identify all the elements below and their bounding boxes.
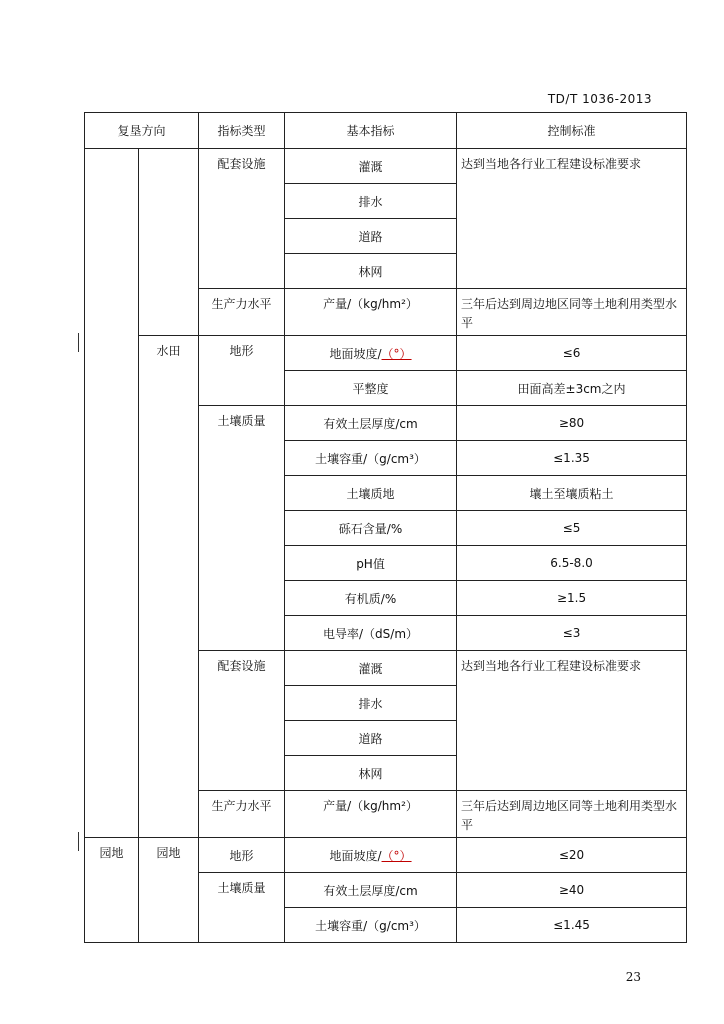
indicator-cell: 林网 — [285, 756, 457, 791]
indicator-cell: 灌溉 — [285, 651, 457, 686]
indicator-cell: 有效土层厚度/cm — [285, 406, 457, 441]
header-indicator-type: 指标类型 — [199, 113, 285, 149]
standard-cell: ≥40 — [457, 873, 687, 908]
revised-unit: （°） — [381, 346, 412, 361]
indicator-cell: 砾石含量/% — [285, 511, 457, 546]
indicator-cell: 排水 — [285, 184, 457, 219]
standard-cell: ≥80 — [457, 406, 687, 441]
standard-cell: ≤20 — [457, 838, 687, 873]
type-cell: 地形 — [199, 336, 285, 406]
standards-table — [84, 112, 687, 943]
type-cell: 土壤质量 — [199, 873, 285, 943]
indicator-cell: 土壤容重/（g/cm³） — [285, 441, 457, 476]
indicator-cell — [285, 336, 457, 371]
page-number: 23 — [625, 970, 641, 984]
revision-bar — [78, 832, 79, 851]
table-row — [85, 149, 687, 184]
indicator-text: 地面坡度/ — [329, 346, 382, 361]
indicator-cell: 产量/（kg/hm²） — [285, 791, 457, 838]
indicator-text: 地面坡度/ — [329, 848, 382, 863]
header-control-standard: 控制标准 — [457, 113, 687, 149]
indicator-cell: 平整度 — [285, 371, 457, 406]
direction-cell — [85, 149, 139, 838]
standard-cell: 壤土至壤质粘土 — [457, 476, 687, 511]
indicator-cell: 有机质/% — [285, 581, 457, 616]
type-cell: 配套设施 — [199, 149, 285, 289]
revised-unit: （°） — [381, 848, 412, 863]
standard-cell: ≤1.45 — [457, 908, 687, 943]
table-row — [85, 838, 687, 873]
standard-cell: 三年后达到周边地区同等土地利用类型水平 — [457, 791, 687, 838]
standard-cell: 达到当地各行业工程建设标准要求 — [457, 149, 687, 289]
direction-cell: 园地 — [85, 838, 139, 943]
header-basic-indicator: 基本指标 — [285, 113, 457, 149]
indicator-cell: 土壤质地 — [285, 476, 457, 511]
document-id: TD/T 1036-2013 — [547, 92, 652, 106]
indicator-cell: 林网 — [285, 254, 457, 289]
indicator-cell: 土壤容重/（g/cm³） — [285, 908, 457, 943]
table-header-row — [85, 113, 687, 149]
type-cell: 地形 — [199, 838, 285, 873]
standard-cell: 田面高差±3cm之内 — [457, 371, 687, 406]
table-row — [85, 336, 687, 371]
indicator-cell: 电导率/（dS/m） — [285, 616, 457, 651]
standard-cell: 6.5-8.0 — [457, 546, 687, 581]
indicator-cell: 产量/（kg/hm²） — [285, 289, 457, 336]
revision-bar — [78, 333, 79, 352]
subdirection-cell: 水田 — [139, 336, 199, 838]
indicator-cell: 排水 — [285, 686, 457, 721]
indicator-cell: 灌溉 — [285, 149, 457, 184]
standard-cell: ≥1.5 — [457, 581, 687, 616]
subdirection-cell — [139, 149, 199, 336]
indicator-cell: 道路 — [285, 721, 457, 756]
type-cell: 生产力水平 — [199, 289, 285, 336]
type-cell: 土壤质量 — [199, 406, 285, 651]
standard-cell: ≤3 — [457, 616, 687, 651]
standard-cell: ≤1.35 — [457, 441, 687, 476]
subdirection-cell: 园地 — [139, 838, 199, 943]
indicator-cell: pH值 — [285, 546, 457, 581]
standard-cell: 达到当地各行业工程建设标准要求 — [457, 651, 687, 791]
indicator-cell: 道路 — [285, 219, 457, 254]
standard-cell: ≤6 — [457, 336, 687, 371]
header-direction: 复垦方向 — [85, 113, 199, 149]
standard-cell: ≤5 — [457, 511, 687, 546]
standard-cell: 三年后达到周边地区同等土地利用类型水平 — [457, 289, 687, 336]
indicator-cell: 有效土层厚度/cm — [285, 873, 457, 908]
type-cell: 配套设施 — [199, 651, 285, 791]
indicator-cell — [285, 838, 457, 873]
type-cell: 生产力水平 — [199, 791, 285, 838]
